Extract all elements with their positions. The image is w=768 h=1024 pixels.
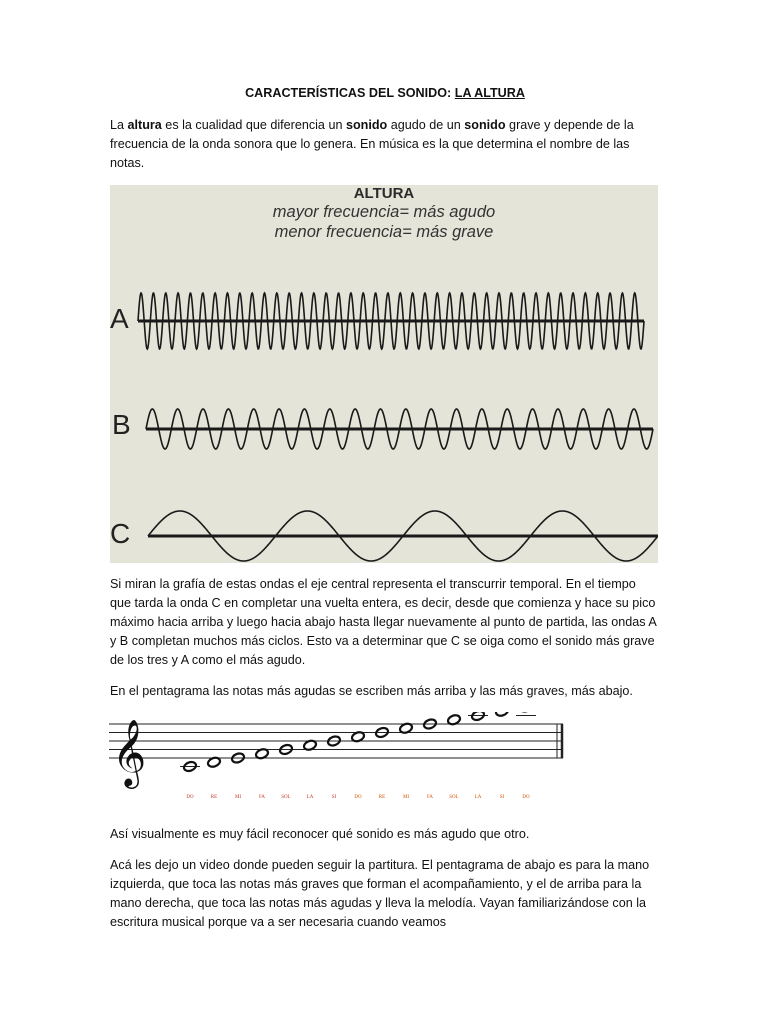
note-name-label: SOL: [281, 795, 291, 800]
frequency-figure: [110, 185, 658, 563]
visual-paragraph: Así visualmente es muy fácil reconocer qué sonido es más agudo que otro.: [110, 827, 530, 841]
whole-note: [471, 712, 486, 722]
staff-intro-paragraph: En el pentagrama las notas más agudas se escriben más arriba y las más graves, más abajo.: [110, 684, 633, 698]
staff-graphic: [108, 712, 568, 806]
treble-clef-icon: 𝄞: [112, 718, 147, 786]
note-name-label: RE: [378, 795, 386, 800]
note-name-label: LA: [306, 795, 314, 800]
figure-line-2: menor frecuencia= más grave: [274, 223, 494, 241]
staff-figure: [108, 712, 568, 806]
wave-label-b: B: [112, 409, 131, 440]
note-name-label: SI: [331, 795, 337, 800]
video-paragraph: Acá les dejo un video donde pueden seguir la partitura. El pentagrama de abajo es para la mano izquierda, que toca las notas más graves que forman el acompañamiento, y el de arriba para la mano derecha, que toca las notas más agudas y lleva la melodía. Vayan familiarizándose con la escritura musical porque va a ser necesaria cuando veamos: [110, 858, 650, 929]
note-name-label: SOL: [449, 795, 459, 800]
title-main: CARACTERÍSTICAS DEL SONIDO:: [245, 86, 455, 100]
p1-text-c: es la cualidad que diferencia un: [161, 118, 346, 132]
whole-note: [495, 712, 510, 717]
intro-paragraph: [110, 116, 660, 173]
note-name-label: FA: [258, 795, 266, 800]
note-name-label: LA: [474, 795, 482, 800]
note-name-label: MI: [402, 795, 410, 800]
p1-text-d: agudo de un: [387, 118, 465, 132]
p1-text-e: grave y depende de la frecuencia de la onda sonora que lo genera. En música es la que determina el nombre de las notas.: [110, 118, 634, 170]
p1-bold-altura: altura: [127, 118, 162, 132]
page-title: [110, 86, 660, 100]
whole-note: [519, 712, 534, 713]
title-underlined: LA ALTURA: [454, 86, 525, 100]
wave-label-c: C: [110, 518, 131, 549]
note-name-label: SI: [499, 795, 505, 800]
wave-b: [146, 409, 653, 449]
wave-label-a: A: [110, 303, 129, 334]
note-name-label: DO: [354, 795, 362, 800]
note-name-label: DO: [186, 795, 194, 800]
p1-bold-sonido-1: sonido: [345, 118, 388, 132]
p1-text-a: La: [110, 118, 128, 132]
note-name-label: RE: [210, 795, 218, 800]
note-name-label: DO: [522, 795, 530, 800]
note-name-label: MI: [234, 795, 242, 800]
explanation-paragraph: Si miran la grafía de estas ondas el eje central representa el transcurrir temporal. En el tiempo que tarda la onda C en completar una vuelta entera, es decir, desde que comienza y hace su pico máximo hacia arriba y luego hacia abajo hasta llegar nuevamente al punto de partida, las ondas A y B completan muchos más ciclos. Esto va a determinar que C se oiga como el sonido más grave de los tres y A como el más agudo.: [110, 577, 657, 667]
wave-graphic: [110, 185, 658, 563]
figure-line-1: mayor frecuencia= más agudo: [272, 203, 496, 221]
figure-title: ALTURA: [353, 185, 415, 202]
p1-bold-sonido-2: sonido: [464, 118, 506, 132]
note-name-label: FA: [426, 795, 434, 800]
